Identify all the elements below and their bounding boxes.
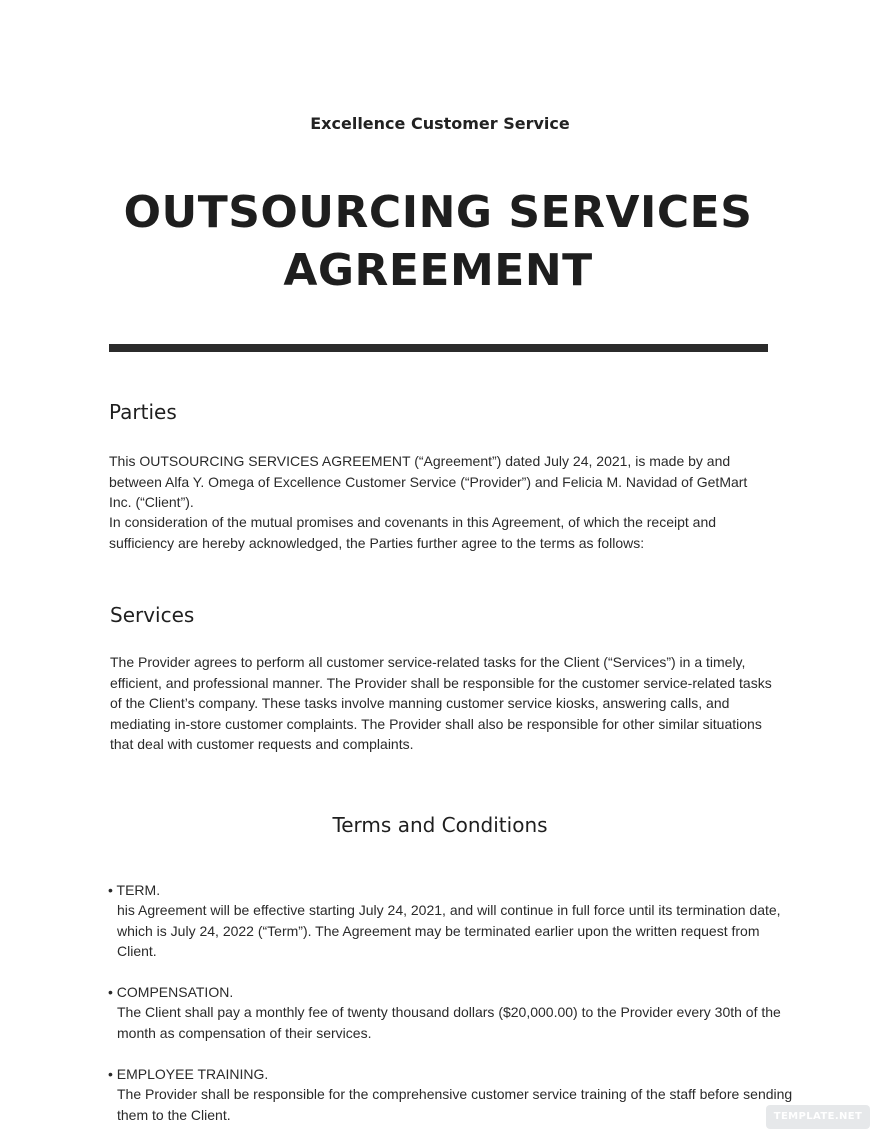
training-item-body: The Provider shall be responsible for the comprehensive customer service training of the staff before sending them to the Client.: [117, 1086, 793, 1123]
parties-heading: Parties: [109, 400, 177, 424]
services-paragraph: The Provider agrees to perform all customer service-related tasks for the Client (“Services”) in a timely, efficient, and professional manner. The Provider shall be responsible for the customer service-related tasks of the Client’s company. These tasks involve manning customer service kiosks, answering calls, and mediating in-store customer complaints. The Provider shall also be responsible for other similar situations that deal with customer requests and complaints.: [110, 654, 772, 752]
training-item-label: • EMPLOYEE TRAINING.: [108, 1066, 269, 1082]
services-heading: Services: [110, 603, 195, 627]
title-divider: [109, 344, 768, 352]
company-name: Excellence Customer Service: [310, 114, 570, 133]
term-item-body: his Agreement will be effective starting July 24, 2021, and will continue in full force until its termination date, which is July 24, 2022 (“Term”). The Agreement may be terminated earlier upon the written request from Client.: [117, 902, 781, 959]
title-line-2: AGREEMENT: [283, 245, 593, 296]
title-line-1: OUTSOURCING SERVICES: [123, 187, 753, 238]
document-title: [0, 184, 876, 300]
term-item-label: • TERM.: [108, 882, 161, 898]
terms-heading: Terms and Conditions: [332, 813, 548, 837]
parties-paragraph-1: This OUTSOURCING SERVICES AGREEMENT (“Agreement”) dated July 24, 2021, is made by and between Alfa Y. Omega of Excellence Customer Service (“Provider”) and Felicia M. Navidad of GetMart Inc. (“Client”).: [109, 453, 748, 510]
parties-paragraph-2: In consideration of the mutual promises and covenants in this Agreement, of which the receipt and sufficiency are hereby acknowledged, the Parties further agree to the terms as follows:: [109, 514, 717, 551]
compensation-item-body: The Client shall pay a monthly fee of twenty thousand dollars ($20,000.00) to the Provider every 30th of the month as compensation of their services.: [117, 1004, 781, 1041]
template-watermark: TEMPLATE.NET: [766, 1105, 870, 1129]
compensation-item-label: • COMPENSATION.: [108, 984, 234, 1000]
